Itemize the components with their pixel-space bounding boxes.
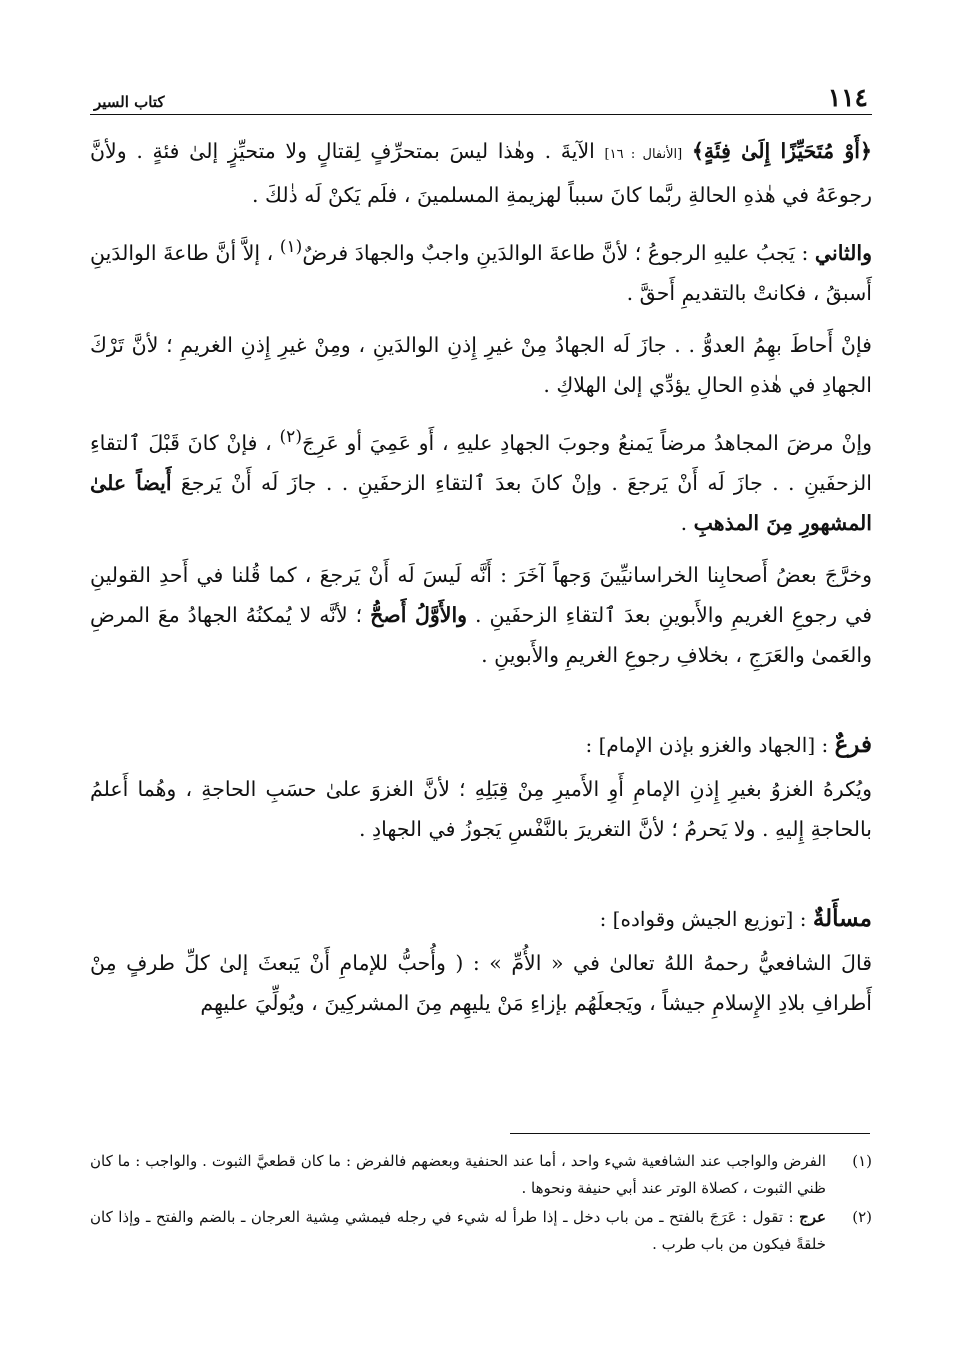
paragraph-4 — [90, 417, 872, 543]
paragraph-5-text: وخرَّجَ بعضُ أَصحابِنا الخراسانيِّينَ وَجهاً آخَرَ : أَنَّه لَيسَ لَه أَنْ يَرجعَ ، كما قُلنا في أَحدِ القولينِ في رجوعِ الغريمِ والأَبوينِ بعدَ ٱلتقاءِ الزحفَينِ . — [90, 562, 872, 627]
paragraph-2 — [90, 227, 872, 313]
footnote-separator — [510, 1133, 870, 1134]
section-heading-1 — [90, 727, 872, 763]
footnote-2-number: (٢) — [852, 1208, 872, 1226]
book-title: كتاب السير — [94, 93, 165, 111]
paragraph-2-lead: والثاني — [814, 240, 872, 265]
paragraph-2-text-cont: ، إلاَّ أنَّ طاعةَ الوالدَينِ أَسبقُ ، فكانتْ بالتقديمِ أَحقَّ . — [90, 240, 872, 305]
footnote-1-number: (١) — [852, 1152, 872, 1170]
footnote-mark-1: (١) — [279, 237, 303, 257]
running-header — [90, 80, 872, 115]
paragraph-7 — [90, 943, 872, 1023]
footnote-mark-2: (٢) — [279, 426, 303, 447]
paragraph-5-text-cont: ؛ لأنَّه لا يُمكنُهُ الجهادُ معَ المرضِ والعَمىٰ والعَرَجِ ، بخلافِ رجوعِ الغريمِ والأَبوينِ . — [90, 602, 872, 667]
section-gap — [90, 687, 872, 727]
footnote-2 — [90, 1204, 872, 1258]
section-heading-2 — [90, 901, 872, 937]
paragraph-3-text: فإنْ أَحاطَ بهِمُ العدوُّ . . جازَ لَه الجهادُ مِنْ غيرِ إِذنِ الوالدَينِ ، ومِنْ غيرِ إِذنِ الغريمِ ؛ لأنَّ تَرْكَ الجهادِ في هٰذهِ الحالِ يؤدِّي إلىٰ الهلاكِ . — [90, 332, 872, 397]
heading-2-title: : [توزيع الجيش وقواده] : — [599, 906, 813, 931]
paragraph-5-bold: والأَوَّلُ أَصحُّ — [370, 602, 468, 627]
main-text — [90, 131, 872, 1023]
paragraph-4-text: وإنْ مرضَ المجاهدُ مرضاً يَمنعُ وجوبَ الجهادِ عليهِ ، أَو عَمِيَ أو عَرِجَ — [302, 430, 872, 455]
page — [90, 80, 872, 1035]
paragraph-6-text: ويُكرهُ الغزوُ بغيرِ إِذنِ الإمامِ أَوِ الأَميرِ مِنْ قِبَلِهِ ؛ لأنَّ الغزوَ علىٰ حسَبِ الحاجةِ ، وهُما أَعلمُ بالحاجةِ إِليهِ . ولا يَحرمُ ؛ لأنَّ التغريرَ بالنَّفْسِ يَجوزُ في الجهادِ . — [90, 776, 872, 841]
section-gap — [90, 861, 872, 901]
paragraph-4-text-end: . — [680, 510, 694, 535]
verse-reference: [الأنفال : ١٦] — [604, 147, 683, 162]
paragraph-3 — [90, 325, 872, 405]
page-number: ١١٤ — [827, 83, 868, 112]
footnote-1 — [90, 1148, 872, 1202]
paragraph-4-text-cont: ، فإنْ كانَ قَبْلَ ٱلتقاءِ الزحفَينِ . . جازَ لَه أَنْ يَرجعَ . وإنْ كانَ بعدَ ٱلتقاءِ الزحفَينِ . . جازَ لَه أَنْ يَرجعَ — [90, 430, 872, 495]
quran-verse: ﴿أَوْ مُتَحَيِّزًا إِلَىٰ فِئَةٍ﴾ — [691, 139, 872, 163]
heading-2-keyword: مسأَلةٌ — [812, 904, 872, 932]
paragraph-4-bold: أَيضاً علىٰ المشهورِ مِنَ المذهبِ — [90, 470, 872, 535]
paragraph-7-text: قالَ الشافعيُّ رحمهُ اللهُ تعالىٰ في « الأُمِّ » : ( وأُحبُّ للإمامِ أَنْ يَبعثَ إلىٰ كلِّ طرفٍ مِنْ أَطرافِ بلادِ الإِسلامِ جيشاً ، ويَجعلَهُم بإزاءِ مَنْ يليهِم مِنَ المشركِينَ ، ويُولِّيَ عليهِم — [90, 950, 872, 1015]
paragraph-1-text: الآيةَ . وهٰذا ليسَ بمتحرِّفٍ لِقتالٍ ولا متحيِّزٍ إلىٰ فئةٍ . ولأنَّ رجوعَهُ في هٰذهِ الحالةِ ربَّما كانَ سبباً لهزيمةِ المسلمينَ ، فلَم يَكنْ لَه ذٰلكَ . — [90, 139, 872, 207]
paragraph-2-text: : يَجبُ عليهِ الرجوعُ ؛ لأنَّ طاعةَ الوالدَينِ واجبٌ والجهادَ فرضٌ — [302, 240, 815, 265]
paragraph-1 — [90, 131, 872, 215]
paragraph-5 — [90, 555, 872, 675]
paragraph-6 — [90, 769, 872, 849]
heading-1-keyword: فرعٌ — [834, 730, 872, 758]
footnote-2-lead: عرج — [799, 1208, 826, 1226]
footnote-2-body — [90, 1204, 826, 1258]
footnote-2-text: : تقول : عَرَجَ بالفتح ـ من باب دخل ـ إذا طرأ له شيء في رجله فيمشي مِشية العرجان ـ بالضم والفتح ـ وإذا كان خلقةً فيكون من باب طرب . — [90, 1208, 826, 1253]
heading-1-title: : [الجهاد والغزو بإذن الإمام] : — [585, 732, 835, 757]
footnotes — [90, 1148, 872, 1260]
footnote-1-text: الفرض والواجب عند الشافعية شيء واحد ، أما عند الحنفية وبعضهم فالفرض : ما كان قطعيَّ الثبوت . والواجب : ما كان ظني الثبوت ، كصلاة الوتر عند أبي حنيفة ونحوها . — [90, 1152, 826, 1197]
